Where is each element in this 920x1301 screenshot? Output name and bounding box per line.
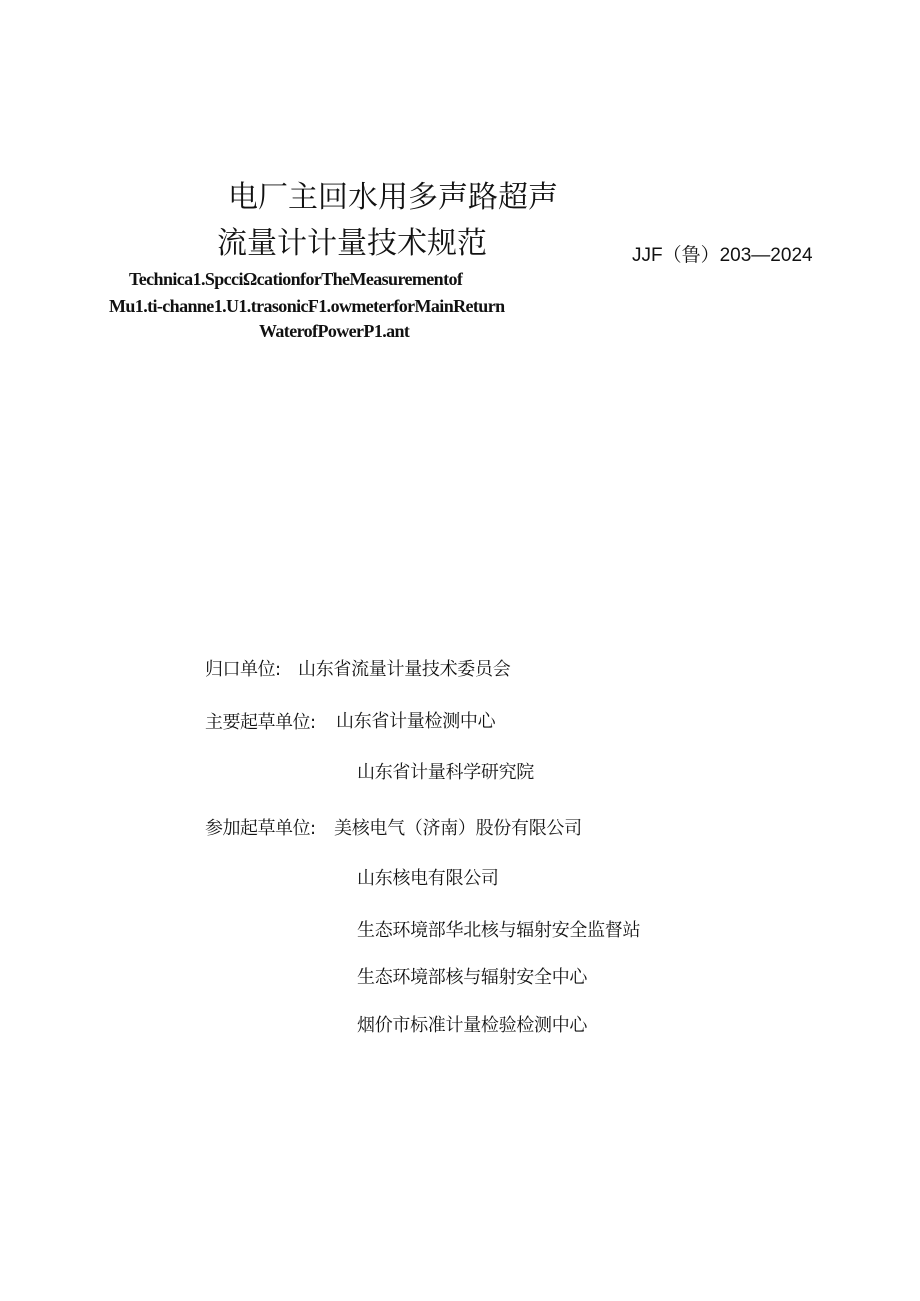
title-english-line-1: Technica1.SpcciΩcationforTheMeasurementof — [129, 269, 463, 289]
participating-drafting-units-label: 参加起草单位: — [205, 818, 316, 839]
participating-drafting-unit: 生态环境部核与辐射安全中心 — [357, 967, 588, 988]
responsible-unit-label: 归口单位: — [205, 659, 281, 680]
participating-drafting-unit: 烟价市标准计量检验检测中心 — [357, 1015, 588, 1036]
title-chinese-line-1: 电厂主回水用多声路超声 — [228, 180, 558, 215]
main-drafting-units-label: 主要起草单位: — [205, 712, 316, 733]
responsible-unit-value: 山东省流量计量技术委员会 — [298, 659, 511, 680]
participating-drafting-unit: 美核电气（济南）股份有限公司 — [334, 818, 582, 839]
participating-drafting-unit: 山东核电有限公司 — [357, 868, 499, 889]
participating-drafting-unit: 生态环境部华北核与辐射安全监督站 — [357, 920, 641, 941]
main-drafting-unit: 山东省计量检测中心 — [336, 711, 496, 732]
document-code: JJF（鲁）203—2024 — [632, 245, 813, 266]
title-english-line-3: WaterofPowerP1.ant — [259, 321, 410, 341]
title-chinese-line-2: 流量计计量技术规范 — [217, 226, 487, 261]
title-english-line-2: Mu1.ti-channe1.U1.trasonicF1.owmeterforMainReturn — [109, 296, 505, 316]
main-drafting-unit: 山东省计量科学研究院 — [357, 762, 534, 783]
